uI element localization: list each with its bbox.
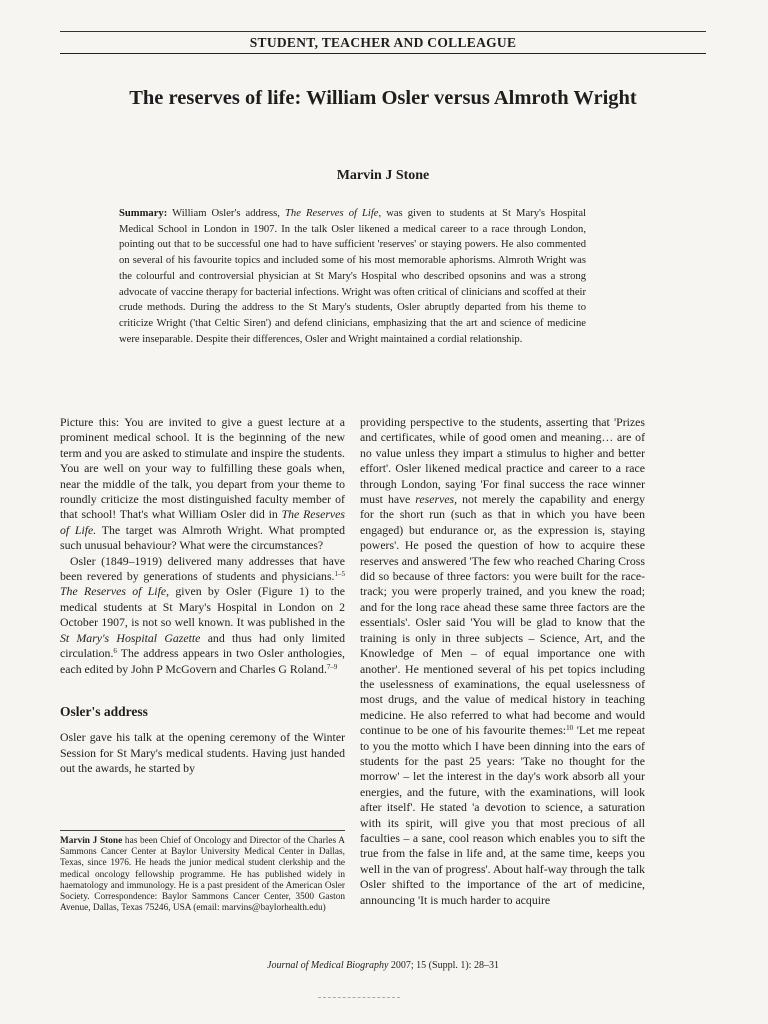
article-summary [119,206,586,347]
intro-text-1: Picture this: You are invited to give a guest lecture at a prominent medical school. It is the beginning of the new term and you are asked to stimulate and inspire the students. You are well on your way to fulfilling these goals when, near the middle of the talk, you depart from your theme to roundly criticize the most distinguished faculty member of that school! That's what William Osler did in [60,415,345,522]
section-rule [60,53,706,54]
journal-name: Journal of Medical Biography [267,960,389,971]
top-border-line [60,31,706,32]
article-title: The reserves of life: William Osler versus Almroth Wright [129,87,637,109]
citation-ref: 1–5 [334,570,345,579]
intro-address-title: The Reserves of Life. [60,507,345,537]
bio-author-name: Marvin J Stone [60,836,123,846]
gazette-title: St Mary's Hospital Gazette [60,630,201,645]
journal-footer [60,960,706,971]
bio-text: has been Chief of Oncology and Director of the Charles A Sammons Cancer Center at Baylor University Medical Center in Dallas, Texas, since 1976. He heads the junior medical student clerkship and the medical oncology fellowship programme. He has published widely in haematology and immunology. He is a past president of the American Osler Society. Correspondence: Baylor Sammons Cancer Center, 3500 Gaston Avenue, Dallas, Texas 75246, USA (email: marvins@baylorhealth.edu) [60,836,346,914]
intro-text-2: The target was Almroth Wright. What prompted such unusual behaviour? What were the circumstances? [60,522,345,553]
summary-text-1: William Osler's address, [167,208,286,219]
background-text-1: Osler (1849–1919) delivered many addresses that have been revered by generations of students and physicians. [60,553,345,584]
summary-label: Summary: [119,208,168,219]
summary-address-title: The Reserves of Life, [285,208,382,219]
citation-ref: 10 [566,724,574,733]
citation-ref: 7–9 [326,662,338,671]
background-paragraph [60,554,345,677]
background-text-2: given by Osler (Figure 1) to the medical students at St Mary's Hospital in London on 2 October 1907, is not so well known. It was published in the [60,584,345,630]
intro-paragraph [60,415,345,554]
background-address-title: The Reserves of Life, [60,584,170,599]
subheading-oslers-address: Osler's address [60,703,148,719]
journal-citation: 2007; 15 (Suppl. 1): 28–31 [388,960,499,971]
scan-artifact [318,997,400,998]
right-column-paragraph [360,415,645,908]
right-text-2: not merely the capability and energy for the short run (such as that in which you have been engaged) but endurance or, as the expression is, staying powers'. He posed the question of how to acquire these reserves and answered 'The few who reached Charing Cross did so because of three factors: you were built for the race-track; you were properly trained, and you knew the road; and for the long race ahead these same three factors are the essentials'. Osler said 'You will be glad to know that the training is only in three subjects – Science, Art, and the Knowledge of Men – of equal importance one with another'. He mentioned several of his pet topics including the uselessness of examinations, the equal uselessness of most drugs, and the value of medical history in teaching medicine. He also referred to what had become and would continue to be one of his favourite themes: [360,492,645,738]
author-bio [60,836,345,914]
right-text-3: 'Let me repeat to you the motto which I have been dinning into the ears of students for the past 25 years: 'Take no thought for the morrow' – let the interest in the day's work absorb all your energies, and the future, with the examinations, will look after itself'. He stated 'a devotion to science, a saturation with its spirit, will give you that most precious of all faculties – a sane, cool reason which enables you to sift the true from the false in life and, at the same time, keeps you well in the van of progress'. About half-way through the talk Osler shifted to the importance of the art of medicine, announcing 'It is much harder to acquire [360,723,645,907]
background-text-4: The address appears in two Osler anthologies, each edited by John P McGovern and Charles G Roland. [60,646,345,676]
background-text-3: and thus had only limited circulation. [60,630,345,661]
reserves-emphasis: reserves, [415,492,458,507]
right-text-1: providing perspective to the students, asserting that 'Prizes and certificates, while of good omen and meaning… are of no value unless they impart a stimulus to higher and better effort'. Osler likened medical practice and career to a race through London, saying 'For final success the race winner must have [360,415,645,507]
bio-divider [60,830,345,831]
right-column [360,415,645,908]
left-column [60,415,345,777]
article-author: Marvin J Stone [336,168,430,183]
address-paragraph: Osler gave his talk at the opening ceremony of the Winter Session for St Mary's medical students. Having just handed out the awards, he started by [60,730,345,776]
summary-text-2: was given to students at St Mary's Hospital Medical School in London in 1907. In the talk Osler likened a medical career to a race through London, pointing out that to be successful one had to have sufficient 'reserves' or staying powers. He also commented on several of his favourite topics and included some of his most memorable aphorisms. Almroth Wright was the colourful and controversial physician at St Mary's Hospital who described opsonins and was a strong advocate of vaccine therapy for bacterial infections. Wright was often critical of clinicians and scoffed at their crude methods. During the address to the St Mary's students, Osler abruptly departed from his theme to criticize Wright ('that Celtic Siren') and defend clinicians, emphasizing that the art and science of medicine were inseparable. Despite their differences, Osler and Wright maintained a cordial relationship. [119,208,586,345]
section-heading: STUDENT, TEACHER AND COLLEAGUE [249,35,517,50]
citation-ref: 6 [113,647,117,656]
